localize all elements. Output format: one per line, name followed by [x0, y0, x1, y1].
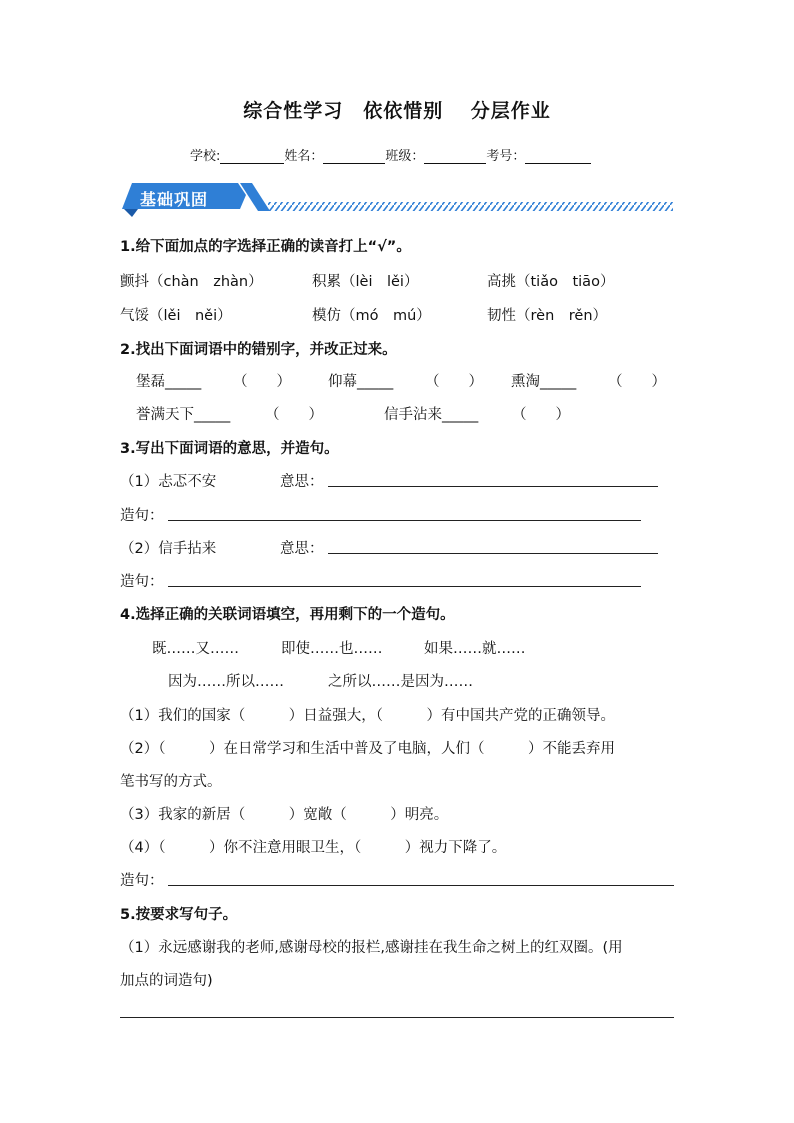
- q1-item-3: 高挑（tiǎo tiāo）: [487, 274, 615, 290]
- student-info-line: [190, 145, 591, 164]
- q4-option-4: 因为……所以……: [168, 674, 284, 690]
- exam-number-blank[interactable]: [525, 149, 591, 164]
- q4-option-1: 既……又……: [152, 641, 239, 657]
- q2-answer-2[interactable]: （ ）: [425, 374, 483, 390]
- q3-meaning-label-1: 意思：: [280, 474, 324, 490]
- q4-sentence-2: （2）（ ）在日常学习和生活中普及了电脑，人们（ ）不能丢弃用: [120, 741, 615, 757]
- q4-sentence-line[interactable]: [168, 885, 674, 886]
- q3-meaning-line-1[interactable]: [328, 486, 658, 487]
- q2-answer-5[interactable]: （ ）: [512, 407, 570, 423]
- q3-sentence-line-1[interactable]: [168, 520, 641, 521]
- q1-item-6: 韧性（rèn rěn）: [487, 308, 608, 324]
- q5-title: 5.按要求写句子。: [120, 907, 238, 923]
- q1-title: 1.给下面加点的字选择正确的读音打上“√”。: [120, 239, 411, 255]
- q4-sentence-4: （4）（ ）你不注意用眼卫生，（ ）视力下降了。: [120, 840, 507, 856]
- q5-sentence-1: （1）永远感谢我的老师,感谢母校的报栏,感谢挂在我生命之树上的红双圈。(用: [120, 940, 623, 956]
- page-title: 综合性学习 依依惜别 分层作业: [243, 100, 551, 122]
- q2-item-2: 仰幕_____: [328, 374, 394, 390]
- q3-sentence-label-1: 造句：: [120, 508, 164, 524]
- q2-item-1: 堡磊_____: [136, 374, 202, 390]
- q4-option-2: 即使……也……: [281, 641, 383, 657]
- q3-sentence-label-2: 造句：: [120, 574, 164, 590]
- q4-sentence-3: （3）我家的新居（ ）宽敞（ ）明亮。: [120, 807, 449, 823]
- banner-label: 基础巩固: [140, 190, 209, 209]
- q3-meaning-line-2[interactable]: [328, 553, 658, 554]
- section-banner: [118, 181, 678, 221]
- q2-answer-3[interactable]: （ ）: [608, 374, 666, 390]
- q1-item-1: 颤抖（chàn zhàn）: [120, 274, 263, 290]
- q5-answer-line[interactable]: [120, 1017, 674, 1018]
- q5-sentence-1-cont: 加点的词造句): [120, 973, 213, 989]
- q4-sentence-label: 造句：: [120, 873, 164, 889]
- q4-option-3: 如果……就……: [424, 641, 526, 657]
- school-label: 学校:: [190, 149, 221, 164]
- q1-item-2: 积累（lèi lěi）: [312, 274, 419, 290]
- q2-item-4: 誉满天下_____: [136, 407, 231, 423]
- q3-word-1: （1）忐忑不安: [120, 474, 217, 490]
- q4-sentence-1: （1）我们的国家（ ）日益强大，（ ）有中国共产党的正确领导。: [120, 708, 615, 724]
- q2-title: 2.找出下面词语中的错别字，并改正过来。: [120, 342, 397, 358]
- q1-item-5: 模仿（mó mú）: [312, 308, 431, 324]
- q3-word-2: （2）信手拈来: [120, 541, 217, 557]
- q3-meaning-label-2: 意思：: [280, 541, 324, 557]
- q2-item-3: 熏淘_____: [511, 374, 577, 390]
- q2-answer-1[interactable]: （ ）: [233, 374, 291, 390]
- q3-sentence-line-2[interactable]: [168, 586, 641, 587]
- q4-option-5: 之所以……是因为……: [328, 674, 473, 690]
- exam-number-label: 考号：: [486, 149, 526, 164]
- q1-item-4: 气馁（lěi něi）: [120, 308, 232, 324]
- q2-answer-4[interactable]: （ ）: [265, 407, 323, 423]
- q2-item-5: 信手沾来_____: [384, 407, 479, 423]
- class-blank[interactable]: [424, 149, 486, 164]
- q4-sentence-2-cont: 笔书写的方式。: [120, 774, 222, 790]
- q4-title: 4.选择正确的关联词语填空，再用剩下的一个造句。: [120, 607, 455, 623]
- school-blank[interactable]: [220, 149, 284, 164]
- class-label: 班级：: [385, 149, 425, 164]
- q3-title: 3.写出下面词语的意思，并造句。: [120, 441, 339, 457]
- name-blank[interactable]: [323, 149, 385, 164]
- name-label: 姓名：: [284, 149, 324, 164]
